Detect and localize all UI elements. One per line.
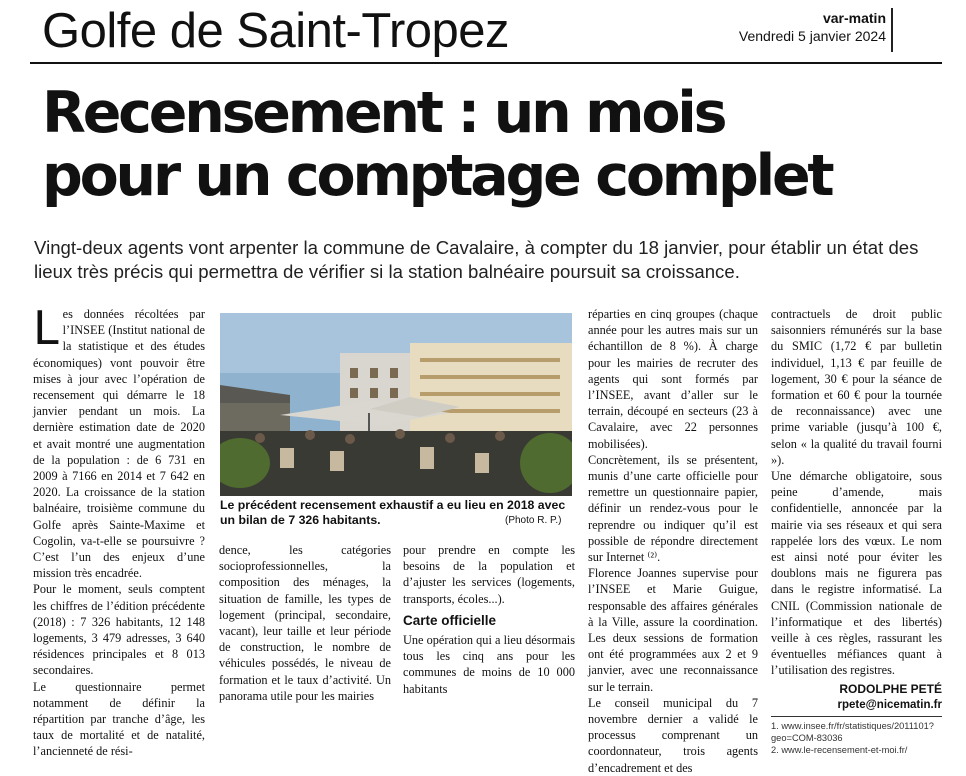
lead-paragraph: Vingt-deux agents vont arpenter la commune de Cavalaire, à compter du 18 janvier, pour établir un état des lieux très précis qui permettra de vérifier si la station balnéaire poursuit sa croissance. (34, 237, 919, 282)
footnote-1[interactable]: 1. www.insee.fr/fr/statistiques/2011101?geo=COM-83036 (771, 721, 934, 744)
column-4 (588, 306, 758, 776)
paragraph: Concrètement, ils se présentent, munis d’une carte officielle pour remettre un questionnaire papier, définir un rendez-vous pour le reprendre ou indiquer qu’il est possible de répondre directement sur Internet ⁽²⁾. (588, 452, 758, 565)
photo-caption: Le précédent recensement exhaustif a eu lieu en 2018 avec un bilan de 7 326 habitants. (220, 498, 566, 527)
paragraph: Une opération qui a lieu désormais tous les cinq ans pour les communes de moins de 10 000 habitants (403, 633, 575, 696)
market-photo-illustration (220, 313, 572, 496)
paragraph: Le questionnaire permet notamment de définir la répartition par tranche d’âge, les taux de mortalité et de natalité, l’ancienneté de rési- (33, 679, 205, 759)
author-name: RODOLPHE PETÉ (839, 681, 942, 696)
footnote-2[interactable]: 2. www.le-recensement-et-moi.fr/ (771, 745, 908, 756)
section-title: Golfe de Saint-Tropez (42, 4, 510, 58)
paragraph: contractuels de droit public saisonniers rémunérés sur la base du SMIC (1,72 € par bulletin individuel, 1,13 € par feuille de logement, 30 € pour la séance de formation et 60 € pour la tournée de reconnaissance) avec une prime variable (jusqu’à 100 €, selon « la qualité du travail fourni »). (771, 307, 942, 467)
column-1 (33, 301, 205, 760)
issue-date: Vendredi 5 janvier 2024 (738, 28, 886, 44)
author-email[interactable]: rpete@nicematin.fr (837, 698, 942, 711)
market-photo (220, 313, 572, 496)
paragraph: Pour le moment, seuls comptent les chiffres de l’édition précédente (2018) : 7 326 habitants, 12 148 logements, 3 479 adresses, 3 640 résidences principales et 8 013 secondaires. (33, 582, 205, 678)
paragraph: réparties en cinq groupes (chaque année pour les autres mais sur un échantillon de 8 %). À charge pour les mairies de recruter des agents qui sont formés par l’INSEE, avant d’aller sur le terrain, découpé en secteurs (23 à Cavalaire, avec 22 personnes mobilisées). (588, 307, 758, 451)
photo-credit: (Photo R. P.) (505, 515, 562, 526)
paragraph: Les données récoltées par l’INSEE (Institut national de la statistique et des études économiques) vont pouvoir être mises à jour avec l’opération de recensement qui démarre le 18 janvier pendant un mois. La dernière estimation date de 2020 et avait montré une augmentation de la population : de 6 731 en 2009 à 7166 en 2014 et 7 642 en 2020. La croissance de la station balnéaire, troisième commune du Golfe après Sainte-Maxime et Cogolin, va-t-elle se poursuivre ? C’est l’un des enjeux d’une mission très encadrée. (33, 301, 205, 581)
headline-line-2: pour un comptage complet (42, 143, 832, 209)
paragraph: dence, les catégories socioprofessionnelles, la composition des ménages, la situation de famille, les types de logement (principal, secondaire, vacant), leur taille et leur période de construction, le nombre de véhicules possédés, le niveau de formation et le taux d’activité. Un panorama utile pour les mairies (219, 543, 391, 703)
column-2 (219, 542, 391, 704)
headline (42, 82, 952, 208)
headline-line-1: Recensement : un mois (42, 80, 725, 146)
subheading: Carte officielle (403, 612, 497, 628)
header-divider (891, 8, 893, 52)
drop-cap: L (33, 301, 59, 355)
paragraph: Le conseil municipal du 7 novembre dernier a validé le processus comprenant un coordonnateur, trois agents d’encadrement et des (588, 695, 758, 775)
header-rule (30, 62, 942, 64)
paragraph: pour prendre en compte les besoins de la population et d’ajuster les services (logements, transports, écoles...). (403, 543, 575, 606)
column-3 (403, 542, 575, 697)
column-5 (771, 306, 942, 756)
notes-divider (771, 716, 942, 717)
paragraph: Florence Joannes supervise pour l’INSEE et Marie Guigue, responsable des affaires générales à la Ville, assure la coordination. Les deux sessions de formation ont été programmées aux 2 et 9 janvier, avec une reconnaissance sur le terrain. (588, 566, 758, 694)
newspaper-brand: var-matin (822, 10, 886, 26)
paragraph: Une démarche obligatoire, sous peine d’amende, mais confidentielle, annoncée par la mairie via ses réseaux et qui sera rappelée lors des vœux. Le nom est ainsi noté pour éviter les doublons mais ne figurera pas dans le registre informatisé. La CNIL (Commission nationale de l’informatique et des libertés) veille à ces règles, rassurant les éventuelles méfiances quant à l’utilisation des registres. (771, 469, 942, 678)
